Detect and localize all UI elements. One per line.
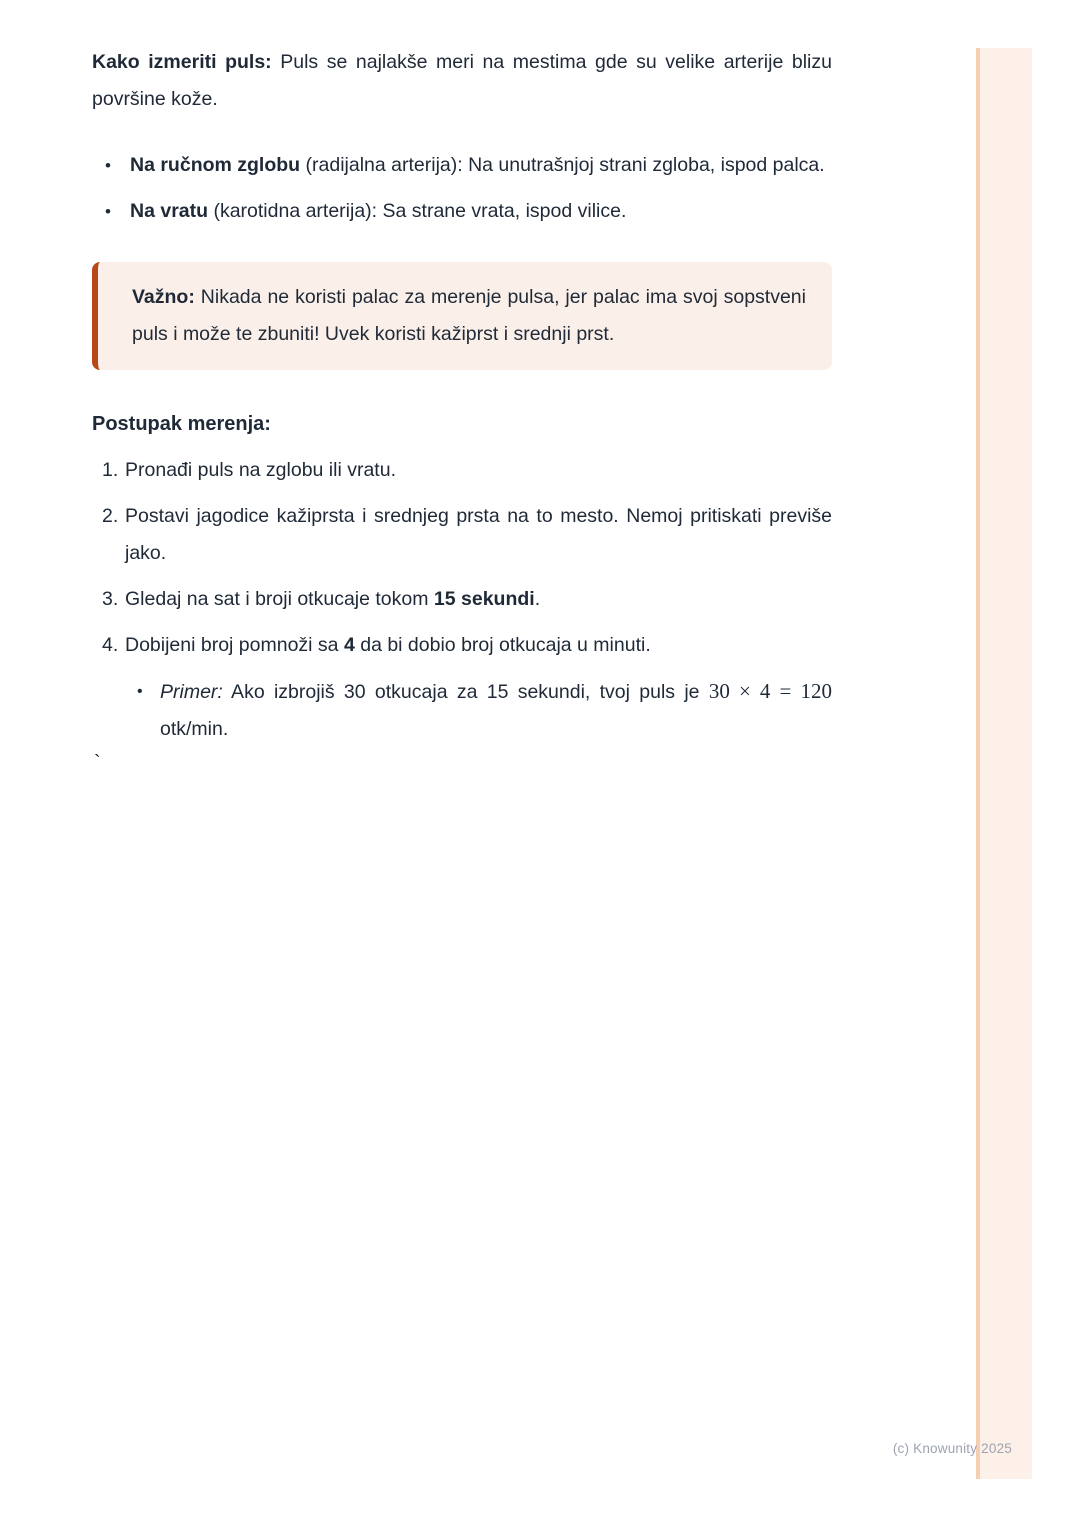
procedure-steps-list — [92, 452, 832, 748]
location-bold: Na vratu — [130, 200, 209, 222]
example-math: 30 × 4 = 120 — [708, 679, 832, 703]
bullet-icon: • — [105, 156, 111, 175]
callout-text: Nikada ne koristi palac za merenje pulsa, jer palac ima svoj sopstveni puls i može te zbuniti! Uvek koristi kažiprst i srednji prst. — [132, 286, 806, 345]
step-text-pre: Pronađi puls na zglobu ili vratu. — [125, 459, 396, 481]
step-text-pre: Dobijeni broj pomnoži sa — [125, 634, 344, 656]
location-bold: Na ručnom zglobu — [130, 154, 301, 176]
list-item-text — [130, 147, 832, 184]
step-text — [125, 581, 832, 618]
example-sublist — [125, 673, 832, 748]
right-margin-stripe — [976, 48, 1032, 1479]
step-number: 3. — [102, 588, 119, 610]
step-item — [92, 498, 832, 572]
step-text-post: da bi dobio broj otkucaja u minuti. — [354, 634, 651, 656]
step-item — [92, 452, 832, 489]
step-text-pre: Gledaj na sat i broji otkucaje tokom — [125, 588, 434, 610]
step-line — [125, 634, 651, 656]
bullet-icon: • — [137, 683, 143, 700]
copyright-credit: (c) Knowunity 2025 — [892, 1441, 1012, 1456]
step-text — [125, 627, 832, 748]
pulse-locations-list — [92, 147, 832, 230]
step-item — [92, 627, 832, 748]
intro-lead-text: Puls se najlakše meri na mestima gde su velike arterije blizu površine kože. — [92, 51, 832, 110]
step-text-bold: 4 — [343, 634, 355, 656]
step-text-pre: Postavi jagodice kažiprsta i srednjeg prsta na to mesto. Nemoj pritiskati previše jako. — [125, 505, 832, 564]
stray-backtick-character: ` — [94, 752, 101, 774]
intro-lead-bold: Kako izmeriti puls: — [92, 51, 272, 73]
location-text: (karotidna arterija): Sa strane vrata, ispod vilice. — [208, 200, 627, 222]
example-post: otk/min. — [160, 718, 229, 740]
step-number: 2. — [102, 505, 119, 527]
location-text: (radijalna arterija): Na unutrašnjoj strani zgloba, ispod palca. — [300, 154, 825, 176]
step-item — [92, 581, 832, 618]
step-number: 1. — [102, 459, 119, 481]
list-item — [92, 147, 832, 184]
list-item — [92, 193, 832, 230]
step-text — [125, 452, 832, 489]
example-text — [160, 673, 832, 748]
step-number: 4. — [102, 634, 119, 656]
intro-paragraph — [92, 44, 832, 118]
callout-paragraph — [132, 279, 806, 353]
step-text-post: . — [534, 588, 541, 610]
example-label: Primer: — [160, 681, 223, 703]
example-pre: Ako izbrojiš 30 otkucaja za 15 sekundi, tvoj puls je — [222, 681, 709, 703]
document-content — [92, 44, 832, 748]
step-text-bold: 15 sekundi — [433, 588, 535, 610]
important-callout — [92, 262, 832, 370]
callout-label: Važno: — [132, 286, 195, 308]
list-item-text — [130, 193, 832, 230]
step-text — [125, 498, 832, 572]
example-item — [125, 673, 832, 748]
bullet-icon: • — [105, 202, 111, 221]
procedure-heading: Postupak merenja: — [92, 413, 271, 435]
